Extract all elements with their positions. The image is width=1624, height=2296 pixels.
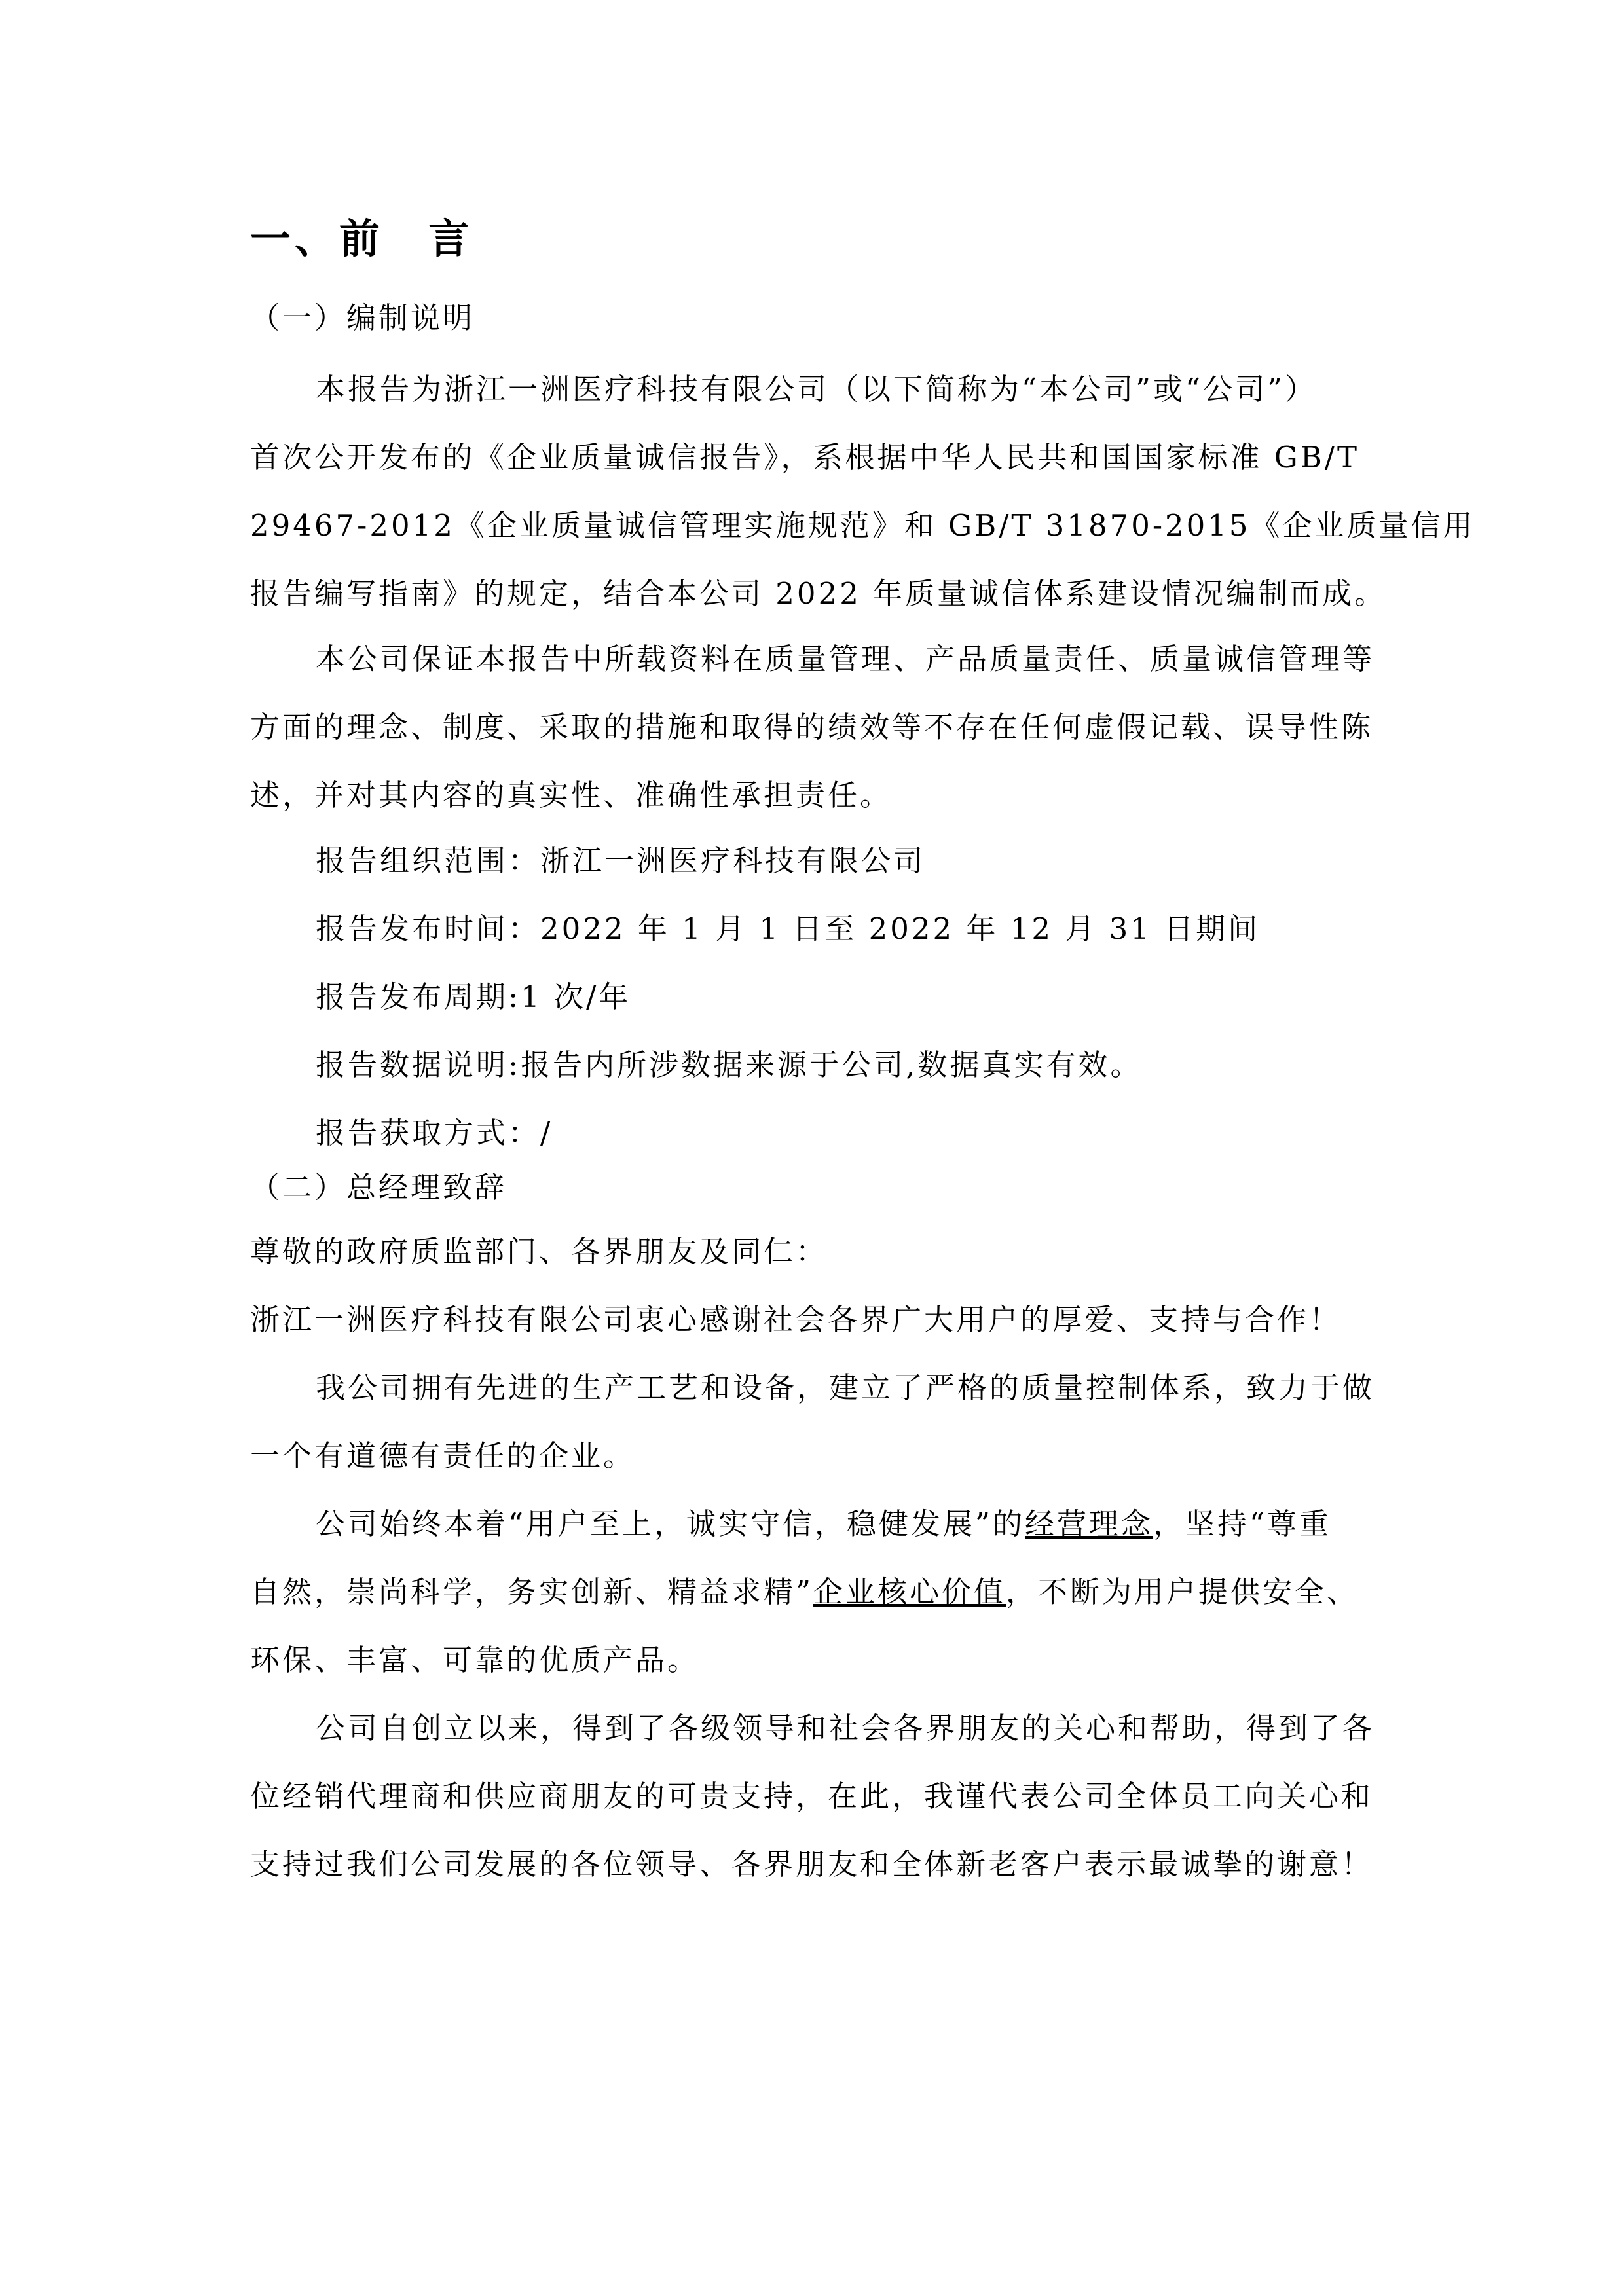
salutation: 尊敬的政府质监部门、各界朋友及同仁： xyxy=(250,1234,828,1269)
gratitude-paragraph xyxy=(250,1694,1383,1899)
salutation-block xyxy=(250,1218,1383,1354)
paragraph-line: 本报告为浙江一洲医疗科技有限公司（以下简称为“本公司”或“公司”） xyxy=(316,372,1318,407)
paragraph-line: 方面的理念、制度、采取的措施和取得的绩效等不存在任何虚假记载、误导性陈 xyxy=(250,710,1374,744)
report-period: 报告发布时间：2022 年 1 月 1 日至 2022 年 12 月 31 日期间 xyxy=(316,911,1261,946)
guarantee-paragraph xyxy=(250,625,1383,829)
business-philosophy-link: 经营理念 xyxy=(1025,1506,1154,1541)
report-cycle: 报告发布周期:1 次/年 xyxy=(316,979,631,1014)
paragraph-line: 29467-2012《企业质量诚信管理实施规范》和 GB/T 31870-2015《企业质量信用 xyxy=(250,508,1475,543)
section-heading-gm-address: （二）总经理致辞 xyxy=(250,1170,507,1205)
report-data-note: 报告数据说明:报告内所涉数据来源于公司,数据真实有效。 xyxy=(316,1048,1143,1082)
paragraph-line: 公司自创立以来，得到了各级领导和社会各界朋友的关心和帮助，得到了各 xyxy=(316,1711,1375,1745)
paragraph-line: 报告编写指南》的规定，结合本公司 2022 年质量诚信体系建设情况编制而成。 xyxy=(250,576,1387,611)
paragraph-line: 自然，崇尚科学，务实创新、精益求精”企业核心价值，不断为用户提供安全、 xyxy=(250,1575,1359,1609)
report-access: 报告获取方式：/ xyxy=(316,1116,553,1150)
page-title: 一、前 言 xyxy=(250,215,473,263)
capability-paragraph xyxy=(250,1354,1383,1490)
thanks-line: 浙江一洲医疗科技有限公司衷心感谢社会各界广大用户的厚爱、支持与合作！ xyxy=(250,1302,1342,1337)
paragraph-line: 述，并对其内容的真实性、准确性承担责任。 xyxy=(250,778,893,812)
paragraph-line: 本公司保证本报告中所载资料在质量管理、产品质量责任、质量诚信管理等 xyxy=(316,642,1375,676)
report-scope: 报告组织范围：浙江一洲医疗科技有限公司 xyxy=(316,843,926,878)
compilation-paragraph xyxy=(250,355,1475,628)
paragraph-line: 支持过我们公司发展的各位领导、各界朋友和全体新老客户表示最诚挚的谢意！ xyxy=(250,1847,1374,1882)
paragraph-line: 位经销代理商和供应商朋友的可贵支持，在此，我谨代表公司全体员工向关心和 xyxy=(250,1779,1374,1813)
paragraph-line: 首次公开发布的《企业质量诚信报告》，系根据中华人民共和国国家标准 GB/T xyxy=(250,440,1359,475)
paragraph-line: 环保、丰富、可靠的优质产品。 xyxy=(250,1643,700,1677)
section-heading-compilation: （一）编制说明 xyxy=(250,301,475,335)
paragraph-line: 我公司拥有先进的生产工艺和设备，建立了严格的质量控制体系，致力于做 xyxy=(316,1370,1375,1405)
paragraph-line: 一个有道德有责任的企业。 xyxy=(250,1438,636,1473)
report-info-list xyxy=(250,827,1383,1167)
paragraph-line: 公司始终本着“用户至上，诚实守信，稳健发展”的经营理念，坚持“尊重 xyxy=(316,1506,1332,1541)
core-value-link: 企业核心价值 xyxy=(813,1575,1006,1609)
philosophy-paragraph xyxy=(250,1490,1383,1694)
